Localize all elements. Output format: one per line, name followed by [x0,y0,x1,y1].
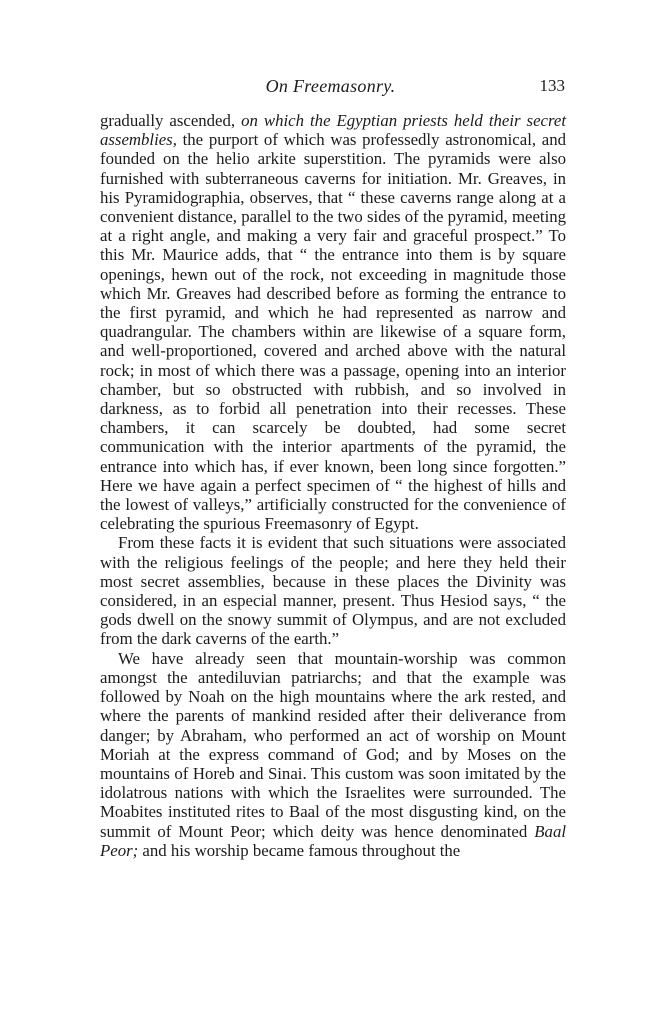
body-text-segment: and his worship became famous throughout the [138,840,461,860]
body-text-segment: We have already seen that mountain-worship was common amongst the antediluvian patriarchs; and that the example was followed by Noah on the high mountains where the ark rested, and where the parents of mankind resided after their deliverance from danger; by Abraham, who performed an act of worship on Mount Moriah at the express command of God; and by Moses on the mountains of Horeb and Sinai. This custom was soon imitated by the idolatrous nations with which the Israelites were surrounded. The Moabites instituted rites to Baal of the most disgusting kind, on the summit of Mount Peor; which deity was hence denominated [100,648,566,841]
italic-text: on which the Egyptian priests held their secret assemblies, [100,111,566,150]
running-head [96,76,565,100]
running-title: On Freemasonry. [265,76,396,96]
body-text-segment: From these facts it is evident that such situations were associated with the religious feelings of the people; and here they held their most secret assemblies, because in these places the Divinity was considered, in an especial manner, present. Thus Hesiod says, “ the gods dwell on the snowy summit of Olympus, and are not excluded from the dark caverns of the earth.” [100,533,566,649]
body-text-segment: the purport of which was professedly astronomical, and founded on the helio arkite superstition. The pyramids were also furnished with subterraneous caverns for initiation. Mr. Greaves, in his Pyramidographia, observes, that “ these caverns range along at a convenient distance, parallel to the two sides of the pyramid, meeting at a right angle, and making a very fair and graceful prospect.” To this Mr. Maurice adds, that “ the entrance into them is by square openings, hewn out of the rock, not exceeding in magnitude those which Mr. Greaves had described before as forming the entrance to the first pyramid, and which he had represented as narrow and quadrangular. The chambers within are likewise of a square form, and well-proportioned, covered and arched above with the natural rock; in most of which there was a passage, opening into an interior chamber, but so obstructed with rubbish, and so involved in darkness, as to forbid all penetration into their recesses. These chambers, it can scarcely be doubted, had some secret communication with the interior apartments of the pyramid, the entrance into which has, if ever known, been long since forgotten.” Here we have again a perfect specimen of “ the highest of hills and the lowest of valleys,” artificially constructed for the convenience of celebrating the spurious Freemasonry of Egypt. [100,130,567,534]
paragraph [100,649,566,860]
page-number: 133 [539,76,565,95]
paragraph [100,533,566,648]
body-text-segment: gradually ascended, [100,111,242,130]
body-text [100,111,566,860]
paragraph [100,111,566,533]
italic-text: Baal Peor; [100,821,566,860]
